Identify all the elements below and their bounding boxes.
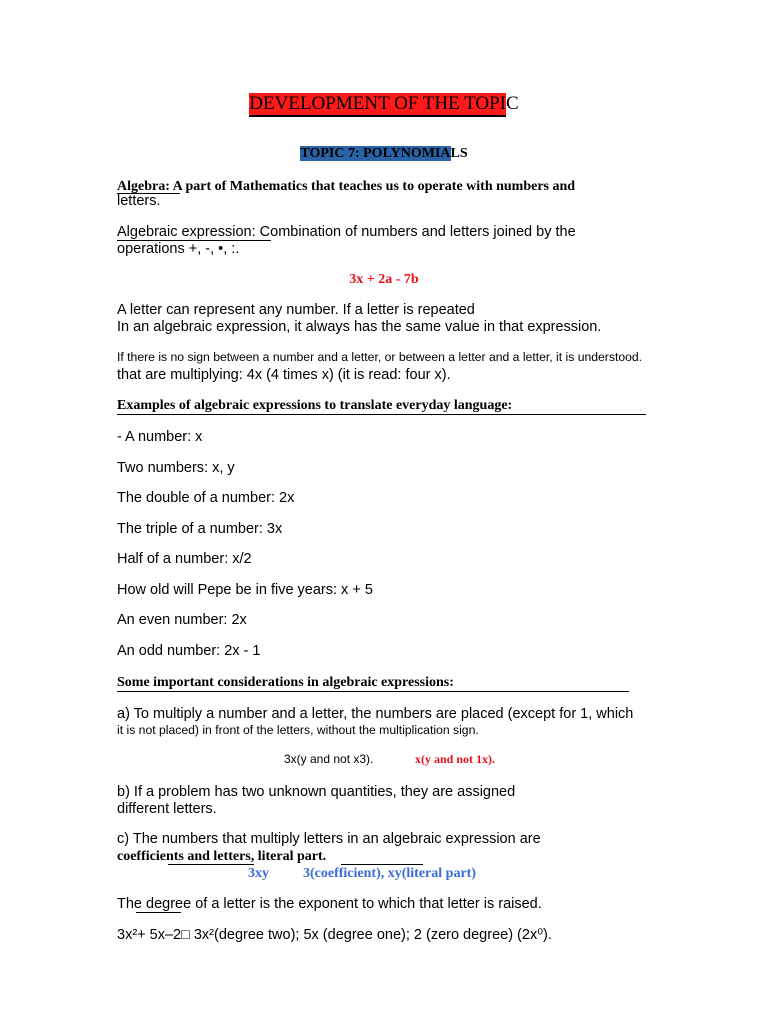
topic-title-highlight: TOPIC 7: POLYNOMIA — [300, 146, 451, 161]
rule-a-line1: a) To multiply a number and a letter, the numbers are placed (except for 1, which — [117, 706, 634, 722]
coefficient-term: 3xy — [248, 866, 269, 881]
page-title-highlight: DEVELOPMENT OF THE TOPI — [249, 93, 506, 117]
considerations-heading: Some important considerations in algebraic expressions: — [117, 675, 454, 690]
example-item: An even number: 2x — [117, 612, 247, 628]
expression-definition — [117, 224, 576, 241]
example-item: An odd number: 2x - 1 — [117, 643, 261, 659]
expression-term: Algebraic expression: C — [117, 224, 271, 240]
no-sign-line2: that are multiplying: 4x (4 times x) (it is read: four x). — [117, 367, 451, 383]
algebra-term: Algebra: A — [117, 179, 182, 194]
example-expression: 3x + 2a - 7b — [349, 272, 419, 287]
page-title-rest: C — [506, 93, 519, 114]
rule-c-underline-1 — [168, 864, 254, 865]
rule-a-line2: it is not placed) in front of the letters, without the multiplication sign. — [117, 723, 479, 737]
example-item: Two numbers: x, y — [117, 460, 235, 476]
rule-c-line2: coefficients and letters, literal part. — [117, 849, 327, 864]
rule-a-example-plain: 3x(y and not x3). — [284, 752, 374, 766]
example-item: Half of a number: x/2 — [117, 551, 252, 567]
example-item: How old will Pepe be in five years: x + 5 — [117, 582, 373, 598]
algebra-text: part of Mathematics that teaches us to operate with numbers and — [181, 179, 576, 194]
topic-title-rest: LS — [450, 146, 468, 161]
examples-heading-underline — [117, 414, 646, 415]
degree-underline — [136, 912, 181, 913]
rule-b-line2: different letters. — [117, 801, 217, 817]
algebra-line2: letters. — [117, 193, 161, 209]
letter-rule-line2: In an algebraic expression, it always has the same value in that expression. — [117, 319, 602, 335]
example-item: The double of a number: 2x — [117, 490, 295, 506]
page-title — [0, 93, 768, 115]
rule-c-line1: c) The numbers that multiply letters in an algebraic expression are — [117, 831, 541, 847]
degree-example: 3x²+ 5x–2□ 3x²(degree two); 5x (degree one); 2 (zero degree) (2x⁰). — [117, 927, 552, 943]
topic-title — [0, 146, 768, 162]
no-sign-line1: If there is no sign between a number and a letter, or between a letter and a letter, it is understood. — [117, 350, 643, 364]
rule-a-example-red: x(y and not 1x). — [415, 752, 496, 766]
expression-text: ombination of numbers and letters joined by the — [270, 224, 576, 240]
rule-b-line1: b) If a problem has two unknown quantities, they are assigned — [117, 784, 516, 800]
considerations-heading-underline — [117, 691, 629, 692]
degree-definition: The degree of a letter is the exponent to which that letter is raised. — [117, 896, 542, 912]
rule-c-underline-2 — [341, 864, 423, 865]
expression-line2: operations +, -, •, :. — [117, 241, 240, 257]
example-item: The triple of a number: 3x — [117, 521, 283, 537]
example-item: - A number: x — [117, 429, 203, 445]
examples-heading: Examples of algebraic expressions to translate everyday language: — [117, 398, 513, 413]
algebra-definition — [117, 177, 575, 195]
letter-rule-line1: A letter can represent any number. If a letter is repeated — [117, 302, 475, 318]
coefficient-explanation: 3(coefficient), xy(literal part) — [303, 866, 476, 881]
